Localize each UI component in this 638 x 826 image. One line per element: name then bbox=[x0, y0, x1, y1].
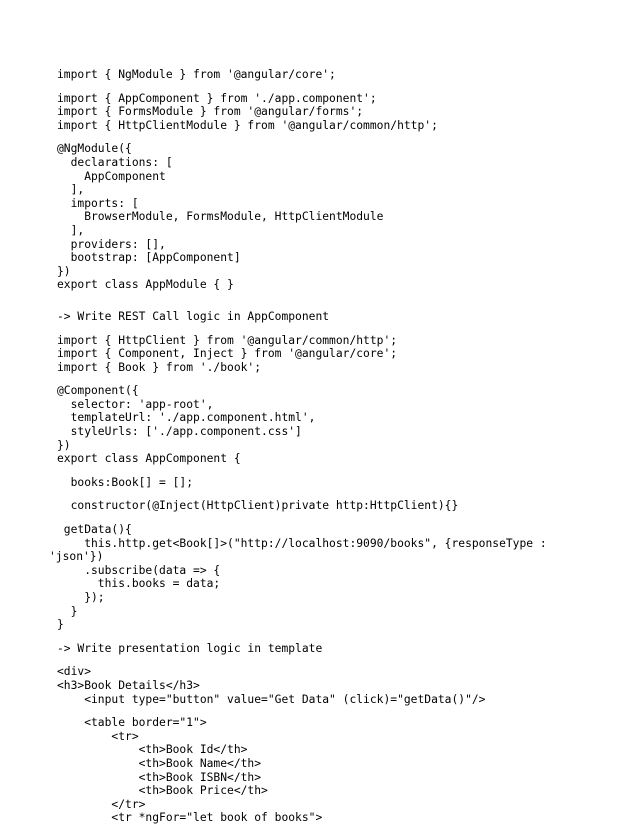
code-line-wrapped: 'json'}) bbox=[49, 550, 104, 564]
code-line: <input type="button" value="Get Data" (click)="getData()"/> bbox=[57, 692, 486, 706]
code-line: export class AppModule { } bbox=[57, 278, 234, 292]
code-line: @NgModule({ bbox=[57, 142, 132, 156]
code-block-books-field bbox=[57, 476, 627, 490]
code-line: import { Component, Inject } from '@angular/core'; bbox=[57, 347, 398, 361]
code-line: templateUrl: './app.component.html', bbox=[57, 411, 316, 425]
code-line: <tr> bbox=[57, 729, 139, 743]
code-line: books:Book[] = []; bbox=[57, 475, 194, 489]
code-line: <th>Book ISBN</th> bbox=[57, 770, 262, 784]
code-line: <th>Book Id</th> bbox=[57, 743, 248, 757]
code-line: constructor(@Inject(HttpClient)private http:HttpClient){} bbox=[57, 499, 459, 513]
code-line: import { AppComponent } from './app.component'; bbox=[57, 91, 377, 105]
code-line: <th>Book Price</th> bbox=[57, 784, 268, 798]
code-line: }) bbox=[57, 264, 71, 278]
code-block-getdata-method bbox=[49, 523, 627, 632]
code-line: <h3>Book Details</h3> bbox=[57, 678, 200, 692]
code-line: export class AppComponent { bbox=[57, 452, 241, 466]
section-heading-rest-call bbox=[57, 310, 627, 324]
code-line: <table border="1"> bbox=[57, 716, 207, 730]
code-line: .subscribe(data => { bbox=[57, 563, 221, 577]
code-line: }); bbox=[57, 591, 105, 604]
code-line: declarations: [ bbox=[57, 155, 173, 169]
code-line: <div> bbox=[57, 665, 92, 679]
code-line: getData(){ bbox=[57, 523, 132, 537]
code-line: ], bbox=[57, 223, 85, 237]
code-line: imports: [ bbox=[57, 196, 139, 210]
code-line: this.http.get<Book[]>("http://localhost:9090/books", {responseType : bbox=[57, 536, 547, 550]
code-line: import { HttpClient } from '@angular/common/http'; bbox=[57, 333, 398, 347]
code-block-constructor bbox=[57, 499, 627, 513]
code-line: this.books = data; bbox=[57, 577, 221, 591]
section-heading: -> Write REST Call logic in AppComponent bbox=[57, 309, 330, 323]
code-line: import { Book } from './book'; bbox=[57, 360, 262, 374]
code-line: import { FormsModule } from '@angular/forms'; bbox=[57, 105, 364, 119]
code-line: import { HttpClientModule } from '@angular/common/http'; bbox=[57, 118, 438, 132]
code-line: import { NgModule } from '@angular/core'; bbox=[57, 68, 336, 81]
code-line: } bbox=[57, 604, 78, 618]
code-block-ngmodule-decorator bbox=[57, 142, 627, 292]
code-line: providers: [], bbox=[57, 237, 166, 251]
code-line: <th>Book Name</th> bbox=[57, 756, 262, 770]
code-line: </tr> bbox=[57, 797, 146, 811]
code-line: BrowserModule, FormsModule, HttpClientModule bbox=[57, 210, 384, 224]
code-block-ngmodule-import bbox=[57, 68, 627, 82]
code-block-component-imports bbox=[57, 334, 627, 375]
code-line: AppComponent bbox=[57, 169, 166, 183]
section-heading: -> Write presentation logic in template bbox=[57, 641, 323, 655]
code-line: }) bbox=[57, 438, 71, 452]
code-line: } bbox=[57, 618, 64, 632]
section-heading-presentation bbox=[57, 642, 627, 656]
code-block-module-imports bbox=[57, 92, 627, 133]
code-line: @Component({ bbox=[57, 384, 139, 398]
code-line: styleUrls: ['./app.component.css'] bbox=[57, 425, 302, 439]
code-block-template-header bbox=[57, 665, 627, 706]
code-line: <tr *ngFor="let book of books"> bbox=[57, 811, 323, 825]
code-line: ], bbox=[57, 183, 85, 197]
code-block-component-decorator bbox=[57, 384, 627, 466]
code-document bbox=[49, 68, 627, 825]
code-line: bootstrap: [AppComponent] bbox=[57, 251, 241, 265]
code-line: selector: 'app-root', bbox=[57, 397, 214, 411]
code-block-template-table bbox=[57, 716, 627, 825]
